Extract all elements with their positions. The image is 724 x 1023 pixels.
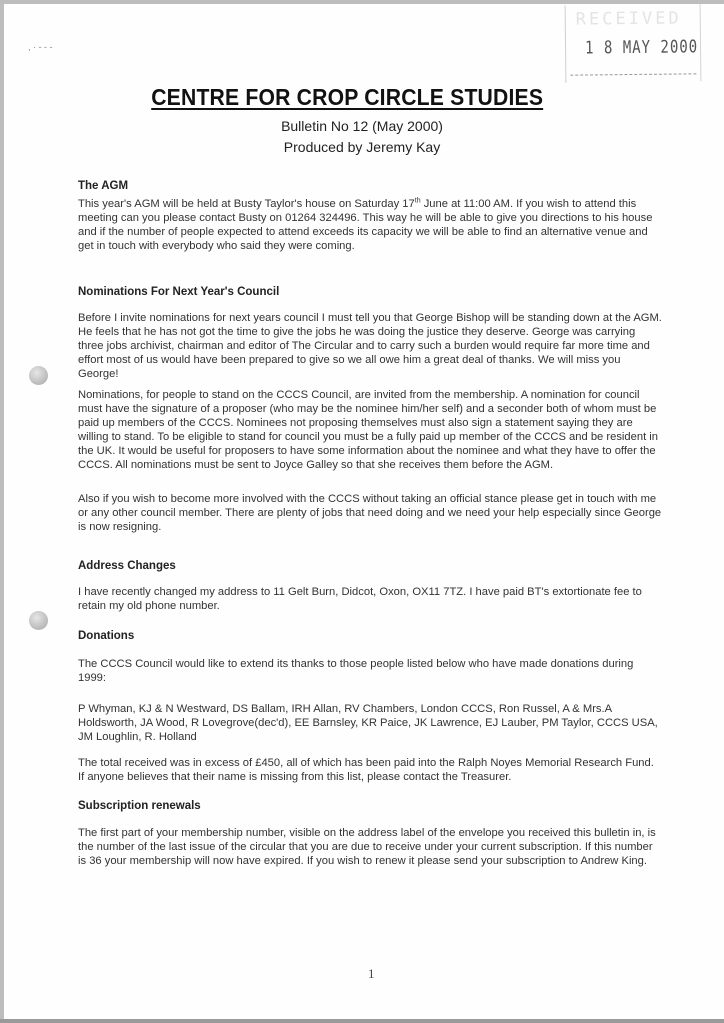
address-paragraph: I have recently changed my address to 11 Gelt Burn, Didcot, Oxon, OX11 7TZ. I have paid BT's extortionate fee to retain my old phone number. — [78, 586, 642, 612]
stamp-dashed-line — [570, 73, 696, 75]
heading-agm: The AGM — [78, 180, 129, 192]
donations-total: The total received was in excess of £450, all of which has been paid into the Ralph Noyes Memorial Research Fund. If anyone believes that their name is missing from this list, please contact the Treasurer. — [78, 757, 654, 783]
punch-hole-lower — [29, 611, 48, 630]
scan-mark: , · - - - — [28, 42, 53, 52]
agm-paragraph — [78, 198, 663, 254]
agm-text-rest: June at 11:00 AM. If you wish to attend this meeting can you please contact Busty on 01264 324496. This way he will be able to give you directions to his house and if the number of people expected to attend exceeds its capacity we will be able to find an alternative venue and get in touch with everybody who said they were coming. — [78, 198, 653, 252]
donations-intro: The CCCS Council would like to extend its thanks to those people listed below who have made donations during 1999: — [78, 658, 634, 684]
heading-subscription-renewals: Subscription renewals — [78, 800, 201, 812]
agm-text-start: This year's AGM will be held at Busty Taylor's house on Saturday 17 — [78, 198, 415, 210]
document-title: CENTRE FOR CROP CIRCLE STUDIES — [151, 84, 544, 110]
punch-hole-upper — [29, 366, 48, 385]
heading-nominations: Nominations For Next Year's Council — [78, 286, 280, 298]
stamp-label: RECEIVED — [575, 8, 682, 30]
page-number: 1 — [368, 966, 375, 981]
nominations-paragraph-2: Nominations, for people to stand on the CCCS Council, are invited from the membership. A nomination for council must have the signature of a proposer (who may be the nominee him/her self) and a seconder both of whom must be paid up members of the CCCS. Nominees not proposing themselves must also sign a statement saying they are willing to stand. To be eligible to stand for council you must be a fully paid up member of the CCCS and be resident in the UK. It would be useful for proposers to have some information about the nominee and what they have to offer the CCCS. All nominations must be sent to Joyce Galley so that she receives them before the AGM. — [78, 389, 659, 471]
producer-line: Produced by Jeremy Kay — [283, 139, 441, 155]
stamp-date: 1 8 MAY 2000 — [584, 37, 699, 59]
nominations-paragraph-3: Also if you wish to become more involved with the CCCS without taking an official stance please get in touch with me or any other council member. There are plenty of jobs that need doing and we need your help especially since George is now resigning. — [78, 493, 662, 533]
received-stamp — [565, 4, 702, 82]
nominations-paragraph-1: Before I invite nominations for next years council I must tell you that George Bishop will be standing down at the AGM. He feels that he has not got the time to give the jobs he was doing the justice they deserve. George was carrying three jobs archivist, chairman and editor of The Circular and to carry such a burden would require far more time and effort most of us would have been prepared to give so we all owe him a great deal of thanks. We will miss you George! — [78, 312, 662, 380]
subscription-paragraph: The first part of your membership number, visible on the address label of the envelope you received this bulletin in, is the number of the last issue of the circular that you are due to receive under your current subscription. If this number is 36 your membership will now have expired. If you wish to renew it please send your subscription to Andrew King. — [78, 827, 656, 867]
donors-list: P Whyman, KJ & N Westward, DS Ballam, IRH Allan, RV Chambers, London CCCS, Ron Russel, A & Mrs.A Holdsworth, JA Wood, R Lovegrove(dec'd), EE Barnsley, KR Paice, JK Lawrence, EJ Lauber, PM Taylor, CCCS USA, JM Loughlin, R. Holland — [78, 703, 658, 743]
agm-ordinal-suffix: th — [414, 197, 421, 205]
bulletin-number: Bulletin No 12 (May 2000) — [281, 118, 443, 134]
scan-bottom-edge — [0, 1019, 724, 1023]
heading-address-changes: Address Changes — [78, 560, 176, 572]
heading-donations: Donations — [78, 630, 135, 642]
